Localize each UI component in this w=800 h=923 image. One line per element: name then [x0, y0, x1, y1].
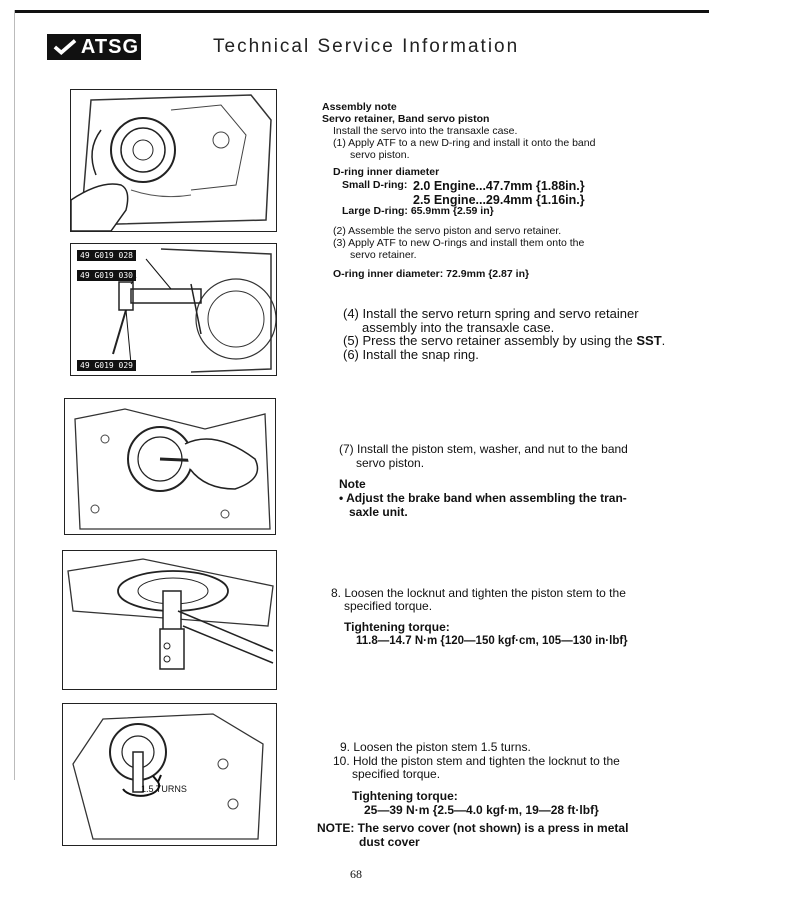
step-text: (7) Install the piston stem, washer, and nut to the band — [339, 442, 628, 456]
step-text: assembly into the transaxle case. — [362, 320, 555, 335]
callout-label: 49 G019 029 — [77, 360, 136, 371]
callout-label: 49 G019 030 — [77, 270, 136, 281]
figure-loosen-turns — [62, 703, 277, 846]
step-text: (4) Install the servo return spring and servo retainer — [343, 306, 639, 321]
note-text: NOTE: The servo cover (not shown) is a press in metal — [317, 821, 629, 835]
text-line: Install the servo into the transaxle case. — [333, 125, 518, 137]
note-text: dust cover — [359, 835, 420, 849]
step-text: 10. Hold the piston stem and tighten the locknut to the — [333, 754, 620, 768]
figure-torque-stem — [62, 550, 277, 690]
figure-servo-install — [70, 89, 277, 232]
step-text: 8. Loosen the locknut and tighten the piston stem to the — [331, 586, 626, 600]
note-bullet: • Adjust the brake band when assembling the tran- — [339, 491, 627, 505]
step-text: specified torque. — [352, 767, 441, 781]
step-text — [343, 334, 665, 348]
spec-label: Small D-ring: — [342, 179, 408, 191]
step-text: 9. Loosen the piston stem 1.5 turns. — [340, 740, 531, 754]
page-title: Technical Service Information — [213, 36, 520, 57]
spec-value: O-ring inner diameter: 72.9mm {2.87 in} — [333, 268, 530, 280]
torque-value: 25—39 N·m {2.5—4.0 kgf·m, 19—28 ft·lbf} — [364, 803, 599, 817]
step-text: (3) Apply ATF to new O-rings and install them onto the — [333, 237, 585, 249]
check-icon — [53, 38, 77, 56]
note-bullet: saxle unit. — [349, 505, 408, 519]
top-rule — [14, 10, 709, 13]
page-number: 68 — [350, 867, 362, 881]
figure-sst-press — [70, 243, 277, 376]
step-text: servo retainer. — [350, 249, 417, 261]
figure-label: 1.5 TURNS — [141, 784, 187, 794]
figure-piston-stem — [64, 398, 276, 535]
atsg-logo — [47, 34, 141, 60]
step-text: (2) Assemble the servo piston and servo retainer. — [333, 225, 562, 237]
subheading: D-ring inner diameter — [333, 166, 440, 178]
step-text: specified torque. — [344, 599, 433, 613]
note-heading: Note — [339, 477, 366, 491]
step-text: servo piston. — [356, 456, 425, 470]
heading: Assembly note — [322, 101, 397, 113]
callout-label: 49 G019 028 — [77, 250, 136, 261]
torque-heading: Tightening torque: — [344, 620, 450, 634]
heading: Servo retainer, Band servo piston — [322, 113, 490, 125]
sst-label: SST — [636, 333, 662, 348]
torque-heading: Tightening torque: — [352, 789, 458, 803]
torque-value: 11.8—14.7 N·m {120—150 kgf·cm, 105—130 in·lbf} — [356, 635, 628, 647]
left-rule — [14, 10, 15, 780]
step-text: servo piston. — [350, 149, 410, 161]
spec-value: 2.5 Engine...29.4mm {1.16in.} — [413, 193, 585, 207]
logo-text: ATSG — [80, 35, 139, 58]
spec-value: Large D-ring: 65.9mm {2.59 in} — [342, 205, 494, 217]
step5-text: (5) Press the servo retainer assembly by using the — [343, 333, 637, 348]
step-text: (1) Apply ATF to a new D-ring and install it onto the band — [333, 137, 596, 149]
step5-end: . — [661, 333, 666, 348]
step-text: (6) Install the snap ring. — [343, 347, 479, 362]
spec-value: 2.0 Engine...47.7mm {1.88in.} — [413, 179, 585, 193]
